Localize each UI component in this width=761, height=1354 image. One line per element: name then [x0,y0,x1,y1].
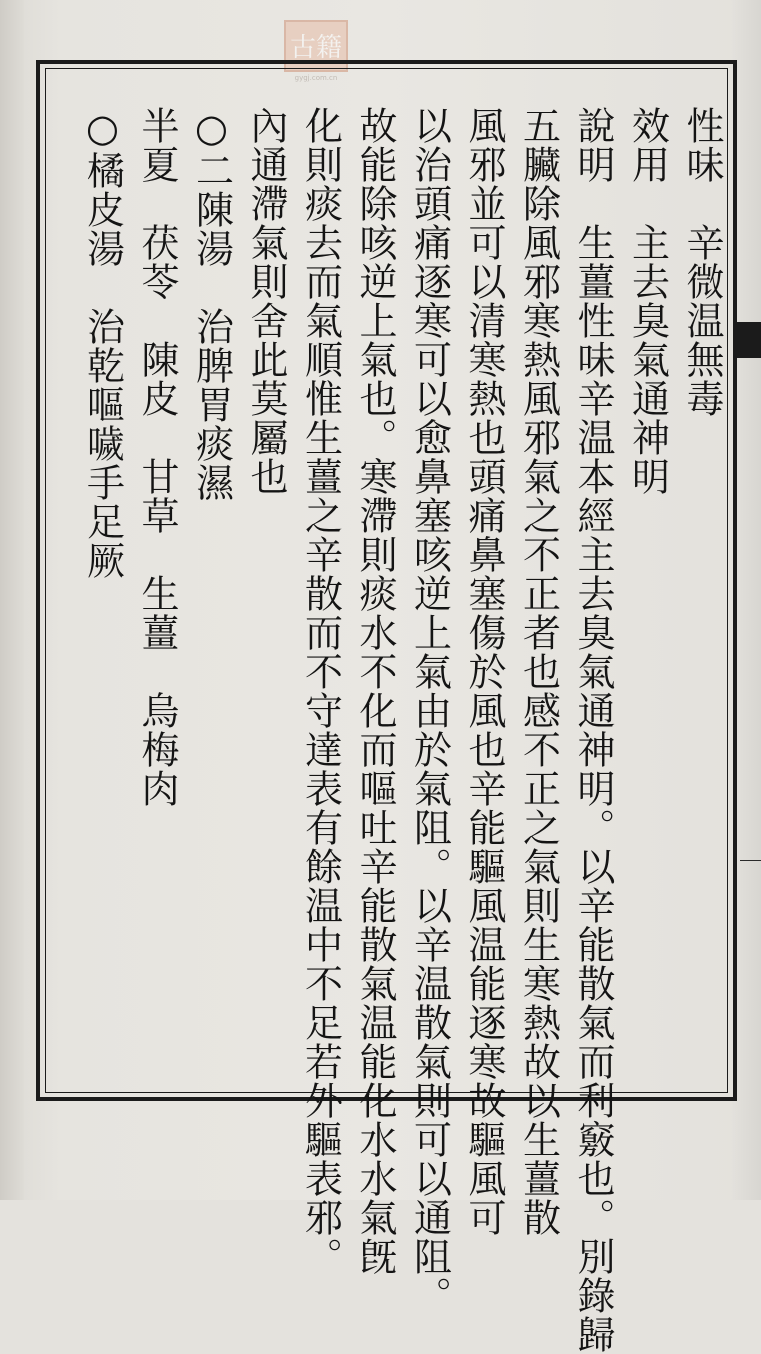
text-segment: 主去臭氣通神明 [625,223,670,496]
text-column [133,106,181,1091]
text-segment: 生薑性味辛温本經主去臭氣通神明。以辛能散氣而利竅也。別錄歸 [571,223,615,1354]
text-column [515,106,563,1237]
text-segment: 五臟除風邪寒熱風邪氣之不正者也感不正之氣則生寒熱故以生薑散 [516,106,561,1237]
text-column [297,106,345,1276]
edge-rule [740,860,761,861]
column-gap [135,652,179,691]
text-column [569,106,617,1354]
text-segment: 效用 [625,106,670,184]
text-column [460,106,508,1237]
column-gap [680,184,724,223]
text-segment: 說明 [571,106,615,184]
column-gap [81,268,125,307]
text-column [351,106,399,1276]
text-segment: 風邪並可以清寒熱也頭痛鼻塞傷於風也辛能驅風温能逐寒故驅風可 [462,106,506,1237]
text-segment: 以治頭痛逐寒可以愈鼻塞咳逆上氣由於氣阻。以辛温散氣則可以通阻。 [407,106,452,1315]
text-segment: ○橘皮湯 [80,106,125,268]
column-gap [135,184,179,223]
text-segment: 甘草 [135,457,179,535]
column-gap [190,268,234,307]
text-segment: 辛微温無毒 [680,223,724,418]
text-column [79,106,127,1091]
text-segment: 茯苓 [135,223,179,301]
text-column [624,106,672,1091]
text-segment: 治脾胃痰濕 [189,307,234,502]
page-tab-mark [737,322,761,358]
column-gap [135,418,179,457]
column-gap [135,535,179,574]
svg-text:古籍: 古籍 [289,33,343,63]
binding-edge [0,0,24,1200]
text-column [678,106,726,1091]
column-gap [571,184,615,223]
svg-text:gygj.com.cn: gygj.com.cn [294,74,338,82]
text-segment: ○二陳湯 [189,106,234,268]
text-segment: 性味 [680,106,724,184]
text-segment: 故能除咳逆上氣也。寒滯則痰水不化而嘔吐辛能散氣温能化水水氣旣 [353,106,397,1276]
text-segment: 治乾嘔噦手足厥 [80,307,125,580]
column-gap [626,184,670,223]
column-gap [135,301,179,340]
text-column [188,106,236,1091]
text-segment: 化則痰去而氣順惟生薑之辛散而不守達表有餘温中不足若外驅表邪。 [298,106,343,1276]
text-segment: 生薑 [135,574,179,652]
text-segment: 半夏 [135,106,179,184]
text-column [406,106,454,1315]
text-segment: 陳皮 [135,340,179,418]
text-segment: 內通滯氣則舍此莫屬也 [244,106,288,496]
text-segment: 烏梅肉 [135,691,179,808]
text-column [242,106,290,1091]
